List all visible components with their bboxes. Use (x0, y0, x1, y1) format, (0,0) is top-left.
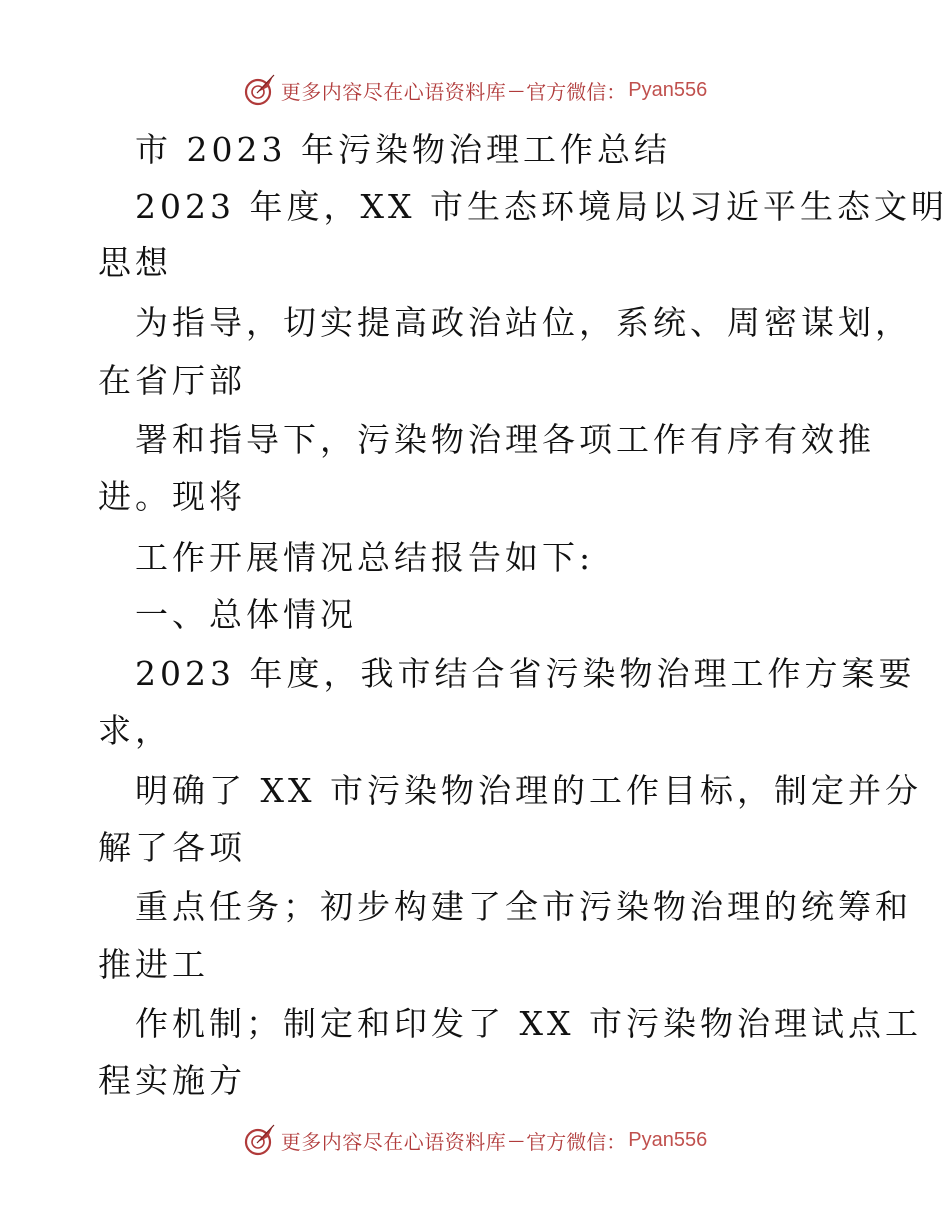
paragraph-line: 求， (98, 711, 172, 750)
banner-text: 更多内容尽在心语资料库 (280, 79, 507, 104)
footer-banner (0, 1120, 950, 1160)
paragraph-line: 思想 (98, 243, 172, 282)
paragraph-line: 署和指导下，污染物治理各项工作有序有效推 (135, 420, 875, 459)
section-heading: 一、总体情况 (135, 595, 357, 634)
paragraph-line: 在省厅部 (98, 361, 246, 400)
banner-wechat-id: Pyan556 (628, 78, 708, 101)
banner-wechat-id: Pyan556 (628, 1128, 708, 1151)
paragraph-line: 2023 年度，XX 市生态环境局以习近平生态文明 (135, 187, 948, 226)
banner-dash: — (508, 80, 525, 100)
paragraph-line: 2023 年度，我市结合省污染物治理工作方案要 (135, 654, 916, 693)
document-title: 市 2023 年污染物治理工作总结 (135, 130, 671, 169)
paragraph-line: 进。现将 (98, 477, 246, 516)
paragraph-line: 推进工 (98, 945, 209, 984)
paragraph-line: 工作开展情况总结报告如下: (135, 538, 595, 577)
paragraph-line: 程实施方 (98, 1061, 246, 1100)
paragraph-line: 解了各项 (98, 828, 246, 867)
paragraph-line: 为指导，切实提高政治站位，系统、周密谋划， (135, 303, 912, 342)
banner-text: 更多内容尽在心语资料库 (280, 1129, 507, 1154)
paragraph-line: 作机制；制定和印发了 XX 市污染物治理试点工 (135, 1004, 922, 1043)
paragraph-line: 明确了 XX 市污染物治理的工作目标，制定并分 (135, 771, 922, 810)
banner-wechat-label: 官方微信： (526, 79, 627, 104)
header-banner (0, 70, 950, 110)
paragraph-line: 重点任务；初步构建了全市污染物治理的统筹和 (135, 887, 912, 926)
quill-logo-icon (243, 73, 277, 107)
banner-dash: — (508, 1130, 525, 1150)
banner-wechat-label: 官方微信： (526, 1129, 627, 1154)
quill-logo-icon (243, 1123, 277, 1157)
